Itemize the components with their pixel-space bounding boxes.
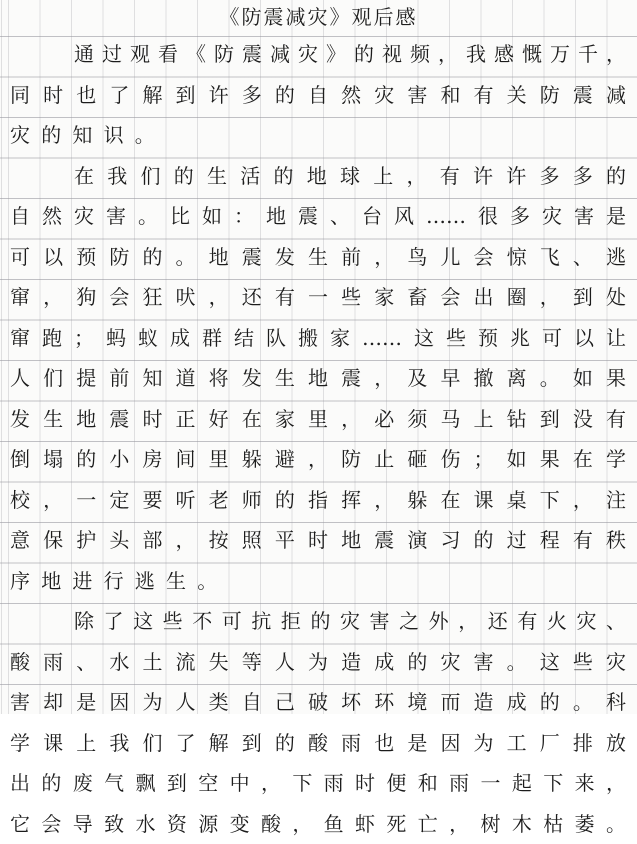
essay-line: 通过观看《防震减灾》的视频，我感慨万千， (10, 34, 626, 75)
essay-line: 害却是因为人类自己破坏环境而造成的。科 (10, 682, 626, 723)
essay-line: 发生地震时正好在家里，必须马上钻到没有 (10, 399, 626, 440)
essay-line: 灾的知识。 (10, 115, 626, 156)
essay-line: 除了这些不可抗拒的灾害之外，还有火灾、 (10, 601, 626, 642)
essay-line: 窜跑；蚂蚁成群结队搬家……这些预兆可以让 (10, 318, 626, 359)
essay-line: 在我们的生活的地球上，有许许多多的 (10, 156, 626, 197)
essay-line: 人们提前知道将发生地震，及早撤离。如果 (10, 358, 626, 399)
essay-line: 校，一定要听老师的指挥，躲在课桌下，注 (10, 480, 626, 521)
essay-line: 出的废气飘到空中，下雨时便和雨一起下来， (10, 763, 626, 804)
essay-title: 《防震减灾》观后感 (0, 2, 637, 32)
essay-body (10, 34, 626, 844)
essay-line: 序地进行逃生。 (10, 561, 626, 602)
essay-line: 酸雨、水土流失等人为造成的灾害。这些灾 (10, 642, 626, 683)
essay-line: 自然灾害。比如：地震、台风……很多灾害是 (10, 196, 626, 237)
essay-line: 它会导致水资源变酸，鱼虾死亡，树木枯萎。 (10, 804, 626, 844)
essay-line: 同时也了解到许多的自然灾害和有关防震减 (10, 75, 626, 116)
essay-line: 可以预防的。地震发生前，鸟儿会惊飞、逃 (10, 237, 626, 278)
essay-line: 倒塌的小房间里躲避，防止砸伤；如果在学 (10, 439, 626, 480)
essay-line: 意保护头部，按照平时地震演习的过程有秩 (10, 520, 626, 561)
essay-line: 窜，狗会狂吠，还有一些家畜会出圈，到处 (10, 277, 626, 318)
essay-line: 学课上我们了解到的酸雨也是因为工厂排放 (10, 723, 626, 764)
